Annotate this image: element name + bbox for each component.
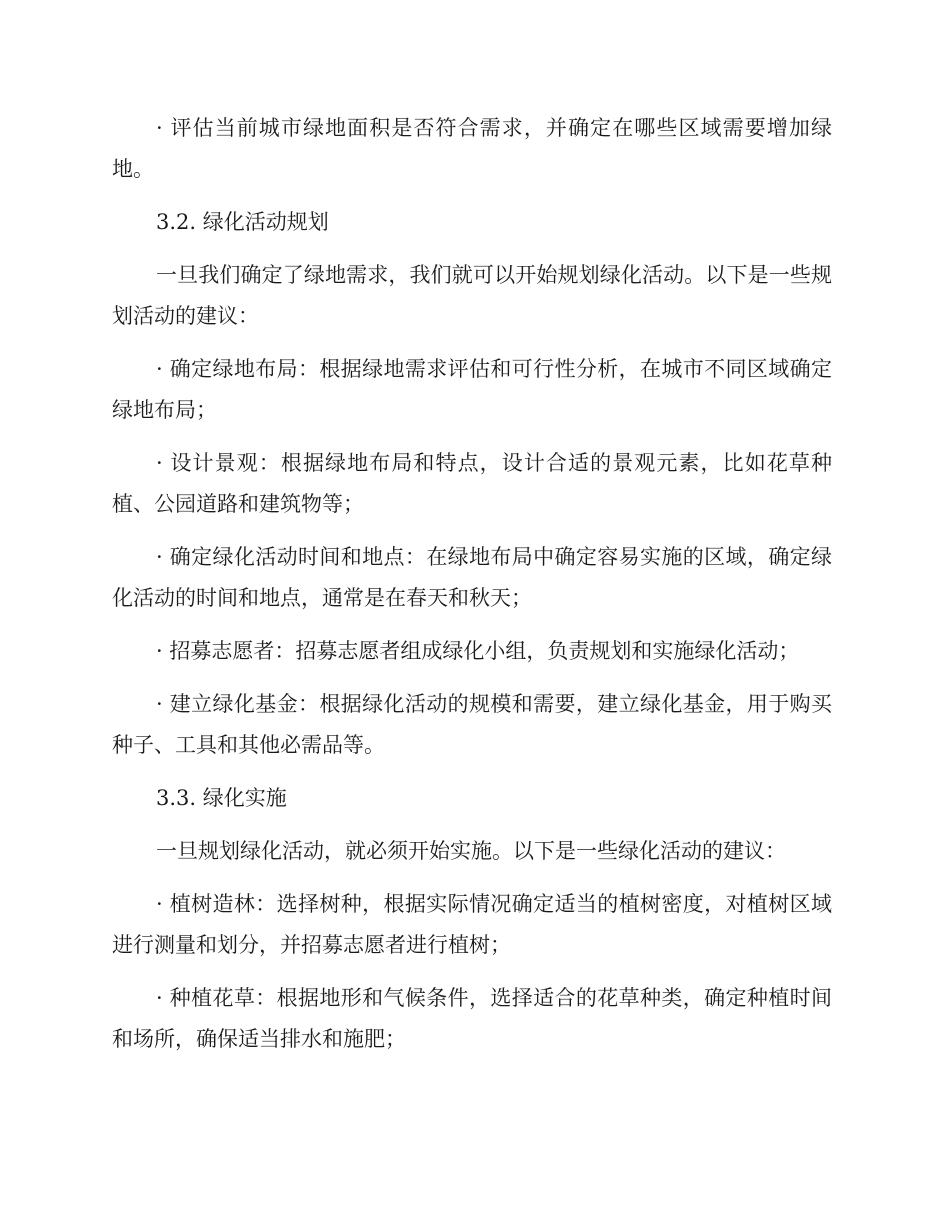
bullet-activity-time-place: · 确定绿化活动时间和地点：在绿地布局中确定容易实施的区域，确定绿化活动的时间和地点，通常是在春天和秋天； [112, 545, 832, 610]
section-heading-3-3: 3.3. 绿化实施 [156, 786, 287, 810]
bullet-landscape-design: · 设计景观：根据绿地布局和特点，设计合适的景观元素，比如花草种植、公园道路和建筑物等； [112, 451, 832, 516]
paragraph-implementation-intro: 一旦规划绿化活动，就必须开始实施。以下是一些绿化活动的建议： [156, 839, 786, 863]
bullet-flower-planting: · 种植花草：根据地形和气候条件，选择适合的花草种类，确定种植时间和场所，确保适当排水和施肥； [112, 986, 832, 1051]
bullet-assess-green-area: · 评估当前城市绿地面积是否符合需求，并确定在哪些区域需要增加绿地。 [112, 116, 832, 181]
paragraph-planning-intro: 一旦我们确定了绿地需求，我们就可以开始规划绿化活动。以下是一些规划活动的建议： [112, 263, 832, 328]
section-heading-3-2: 3.2. 绿化活动规划 [156, 210, 329, 234]
bullet-recruit-volunteers: · 招募志愿者：招募志愿者组成绿化小组，负责规划和实施绿化活动； [156, 639, 800, 663]
bullet-green-fund: · 建立绿化基金：根据绿化活动的规模和需要，建立绿化基金，用于购买种子、工具和其他必需品等。 [112, 692, 832, 757]
bullet-green-layout: · 确定绿地布局：根据绿地需求评估和可行性分析，在城市不同区域确定绿地布局； [112, 357, 832, 422]
document-page [112, 108, 832, 1072]
bullet-tree-planting: · 植树造林：选择树种，根据实际情况确定适当的植树密度，对植树区域进行测量和划分，并招募志愿者进行植树； [112, 892, 832, 957]
